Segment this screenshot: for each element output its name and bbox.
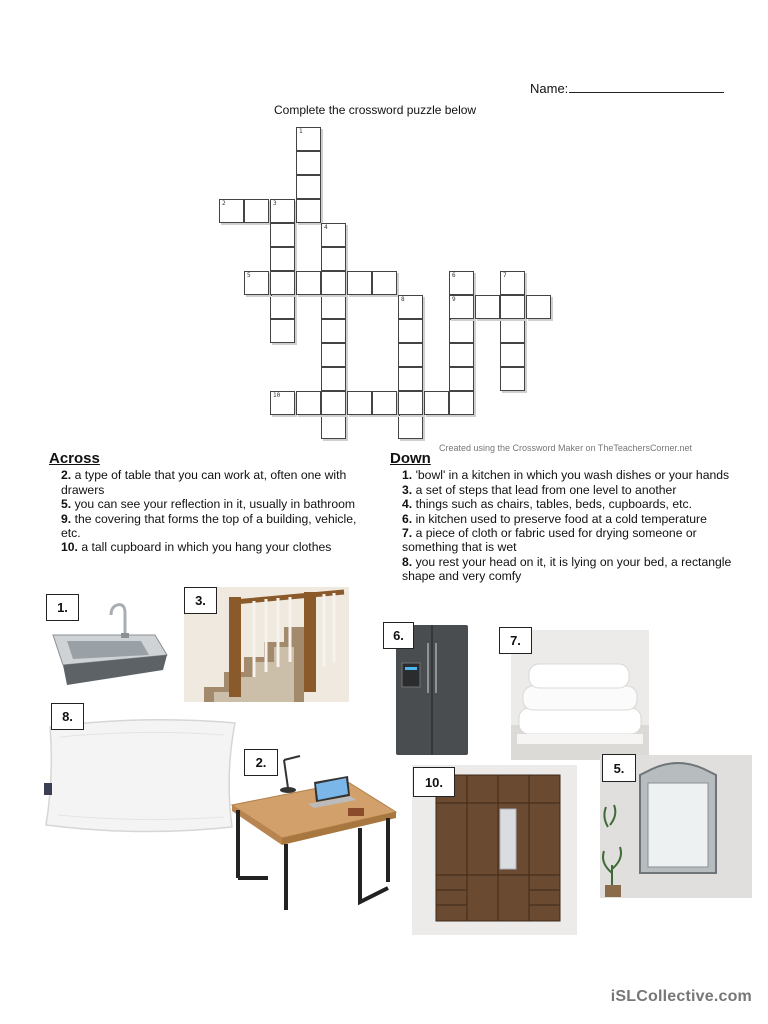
crossword-cell[interactable] bbox=[270, 223, 295, 247]
clue-item bbox=[49, 497, 379, 511]
crossword-cell[interactable] bbox=[244, 199, 269, 223]
crossword-cell[interactable] bbox=[449, 319, 474, 343]
crossword-cell[interactable] bbox=[449, 295, 474, 319]
clue-number: 6. bbox=[402, 511, 413, 526]
clue-text: in kitchen used to preserve food at a cold temperature bbox=[415, 511, 707, 526]
crossword-cell[interactable] bbox=[296, 175, 321, 199]
crossword-cell[interactable] bbox=[321, 295, 346, 319]
clue-text: 'bowl' in a kitchen in which you wash dishes or your hands bbox=[415, 468, 730, 483]
crossword-cell[interactable] bbox=[296, 391, 321, 415]
clue-item bbox=[390, 483, 735, 497]
clue-number: 7 bbox=[503, 272, 507, 279]
crossword-cell[interactable] bbox=[475, 295, 500, 319]
crossword-cell[interactable] bbox=[398, 319, 423, 343]
instructions: Complete the crossword puzzle below bbox=[274, 103, 477, 117]
crossword-cell[interactable] bbox=[270, 271, 295, 295]
clue-number: 9 bbox=[452, 296, 456, 303]
crossword-cell[interactable] bbox=[398, 415, 423, 439]
crossword-cell[interactable] bbox=[500, 295, 525, 319]
clue-number: 4 bbox=[324, 224, 328, 231]
crossword-cell[interactable] bbox=[500, 319, 525, 343]
crossword-cell[interactable] bbox=[500, 343, 525, 367]
picture-label: 6. bbox=[383, 622, 414, 649]
crossword-cell[interactable] bbox=[449, 391, 474, 415]
crossword-cell[interactable] bbox=[321, 247, 346, 271]
clue-number: 4. bbox=[402, 497, 413, 512]
crossword-cell[interactable] bbox=[449, 271, 474, 295]
clue-number: 5 bbox=[247, 272, 251, 279]
crossword-cell[interactable] bbox=[219, 199, 244, 223]
crossword-cell[interactable] bbox=[296, 271, 321, 295]
crossword-cell[interactable] bbox=[321, 391, 346, 415]
crossword-cell[interactable] bbox=[321, 343, 346, 367]
clue-number: 3 bbox=[273, 200, 277, 207]
clue-item bbox=[49, 512, 379, 541]
clue-text: a tall cupboard in which you hang your clothes bbox=[81, 540, 332, 555]
crossword-cell[interactable] bbox=[398, 391, 423, 415]
clue-item bbox=[49, 540, 379, 554]
crossword-cell[interactable] bbox=[398, 295, 423, 319]
crossword-cell[interactable] bbox=[270, 247, 295, 271]
pillow-image bbox=[40, 715, 240, 835]
clue-text: you can see your reflection in it, usually in bathroom bbox=[74, 497, 356, 512]
clue-number: 10 bbox=[273, 392, 281, 399]
crossword-cell[interactable] bbox=[321, 415, 346, 439]
crossword-cell[interactable] bbox=[424, 391, 449, 415]
crossword-cell[interactable] bbox=[398, 343, 423, 367]
clue-item bbox=[390, 468, 735, 482]
clue-text: a set of steps that lead from one level to another bbox=[415, 482, 677, 497]
crossword-cell[interactable] bbox=[321, 367, 346, 391]
clue-number: 6 bbox=[452, 272, 456, 279]
picture-label: 3. bbox=[184, 587, 217, 614]
crossword-cell[interactable] bbox=[296, 199, 321, 223]
crossword-cell[interactable] bbox=[449, 367, 474, 391]
crossword-cell[interactable] bbox=[270, 391, 295, 415]
crossword-cell[interactable] bbox=[500, 367, 525, 391]
clue-text: you rest your head on it, it is lying on your bed, a rectangle shape and very comfy bbox=[402, 554, 732, 584]
down-clues bbox=[390, 452, 735, 584]
across-heading: Across bbox=[49, 450, 100, 467]
clue-number: 9. bbox=[61, 511, 72, 526]
crossword-cell[interactable] bbox=[296, 151, 321, 175]
crossword-cell[interactable] bbox=[270, 295, 295, 319]
crossword-cell[interactable] bbox=[296, 127, 321, 151]
crossword-cell[interactable] bbox=[500, 271, 525, 295]
clue-number: 8. bbox=[402, 554, 413, 569]
clue-item bbox=[390, 497, 735, 511]
crossword-cell[interactable] bbox=[526, 295, 551, 319]
crossword-cell[interactable] bbox=[270, 199, 295, 223]
crossword-cell[interactable] bbox=[372, 391, 397, 415]
clue-number: 5. bbox=[61, 497, 72, 512]
clue-text: a type of table that you can work at, often one with drawers bbox=[61, 468, 347, 497]
picture-label: 5. bbox=[602, 754, 636, 782]
watermark: iSLCollective.com bbox=[610, 988, 752, 1005]
crossword-grid bbox=[0, 0, 768, 460]
clue-text: the covering that forms the top of a building, vehicle, etc. bbox=[61, 511, 357, 541]
clue-number: 3. bbox=[402, 482, 413, 497]
crossword-cell[interactable] bbox=[449, 343, 474, 367]
clue-text: a piece of cloth or fabric used for drying someone or something that is wet bbox=[402, 526, 697, 555]
crossword-cell[interactable] bbox=[321, 223, 346, 247]
picture-label: 1. bbox=[46, 594, 79, 621]
pillow-illustration bbox=[40, 715, 240, 835]
crossword-cell[interactable] bbox=[321, 271, 346, 295]
clue-number: 1. bbox=[402, 468, 413, 483]
down-heading: Down bbox=[390, 450, 431, 467]
crossword-cell[interactable] bbox=[321, 319, 346, 343]
clue-item bbox=[390, 555, 735, 584]
clue-number: 10. bbox=[61, 540, 78, 555]
crossword-credit: Created using the Crossword Maker on TheTeachersCorner.net bbox=[439, 443, 692, 453]
clue-number: 7. bbox=[402, 526, 413, 541]
crossword-cell[interactable] bbox=[347, 271, 372, 295]
clue-item bbox=[390, 512, 735, 526]
clue-item bbox=[390, 526, 735, 555]
clue-item bbox=[49, 468, 379, 497]
clue-number: 2 bbox=[222, 200, 226, 207]
picture-label: 10. bbox=[413, 767, 455, 797]
clue-number: 2. bbox=[61, 468, 72, 483]
crossword-cell[interactable] bbox=[372, 271, 397, 295]
crossword-cell[interactable] bbox=[347, 391, 372, 415]
name-label: Name: bbox=[530, 81, 569, 96]
across-clues bbox=[49, 452, 379, 555]
picture-label: 8. bbox=[51, 703, 84, 730]
clue-number: 8 bbox=[401, 296, 405, 303]
picture-label: 7. bbox=[499, 627, 532, 654]
picture-label: 2. bbox=[244, 749, 278, 776]
clue-text: things such as chairs, tables, beds, cupboards, etc. bbox=[415, 497, 692, 512]
clue-number: 1 bbox=[299, 128, 303, 135]
crossword-cell[interactable] bbox=[270, 319, 295, 343]
crossword-cell[interactable] bbox=[244, 271, 269, 295]
crossword-cell[interactable] bbox=[398, 367, 423, 391]
